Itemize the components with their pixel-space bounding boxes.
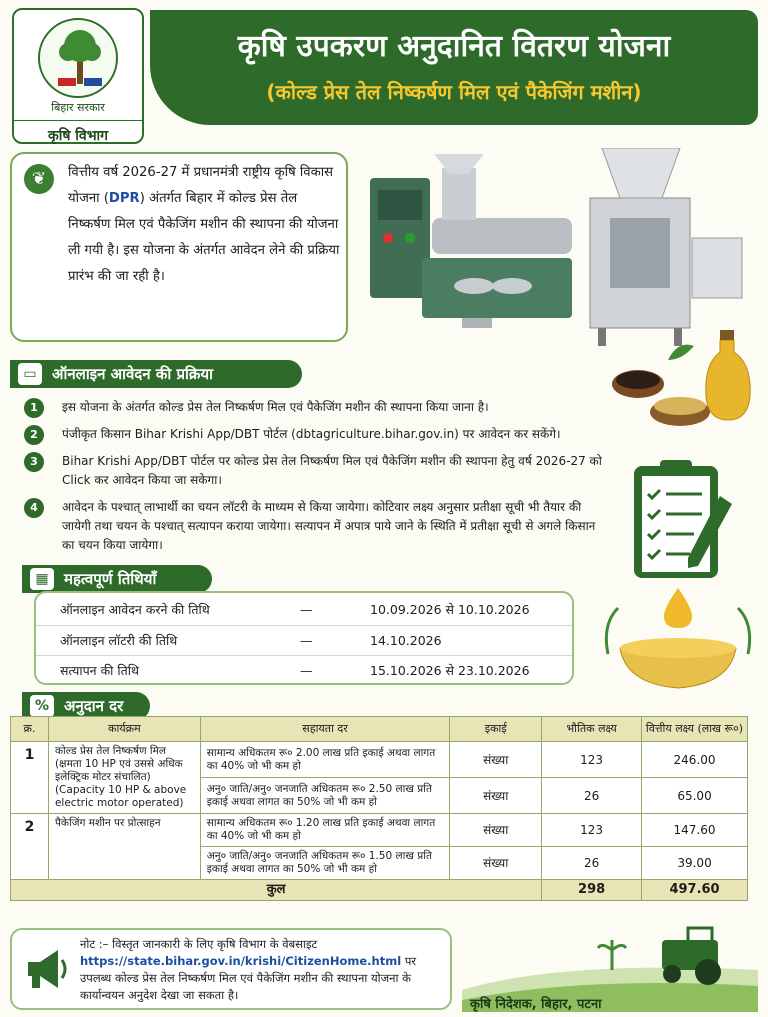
date-value: 14.10.2026 [370,633,442,648]
step-number: 3 [24,452,44,472]
date-row: ऑनलाइन लॉटरी की तिथि — 14.10.2026 [36,625,572,655]
date-value: 15.10.2026 से 23.10.2026 [370,663,530,678]
program-cell: पैकेजिंग मशीन पर प्रोत्साहन [48,814,200,880]
total-physical: 298 [542,880,642,901]
department-name: कृषि विभाग [14,120,142,145]
table-row [11,814,748,847]
serial-cell: 1 [11,742,49,814]
step-number: 4 [24,498,44,518]
aid-cell: सामान्य अधिकतम रू० 1.20 लाख प्रति इकाई अथवा लागत का 40% जो भी कम हो [200,814,450,847]
financial-target-cell: 39.00 [642,847,748,880]
column-header: सहायता दर [200,717,450,742]
govt-logo [12,8,144,144]
total-label: कुल [11,880,542,901]
physical-target-cell: 26 [542,778,642,814]
column-header: क्र. [11,717,49,742]
important-dates-heading: ▦ महत्वपूर्ण तिथियाँ [22,565,212,593]
total-financial: 497.60 [642,880,748,901]
list-item [24,425,604,444]
step-text: पंजीकृत किसान Bihar Krishi App/DBT पोर्टल (dbtagriculture.bihar.gov.in) पर आवेदन कर सकेंगे। [62,427,561,441]
column-header: कार्यक्रम [48,717,200,742]
physical-target-cell: 123 [542,814,642,847]
financial-target-cell: 147.60 [642,814,748,847]
physical-target-cell: 26 [542,847,642,880]
leaf-icon: ❦ [24,164,54,194]
unit-cell: संख्या [450,742,542,778]
calendar-icon: ▦ [30,568,54,590]
note-box [10,928,452,1010]
page-subtitle: (कोल्ड प्रेस तेल निष्कर्षण मिल एवं पैकेजिंग मशीन) [266,80,642,104]
unit-cell: संख्या [450,778,542,814]
percent-icon: % [30,695,54,717]
megaphone-icon [22,944,72,994]
date-row: सत्यापन की तिथि — 15.10.2026 से 23.10.2026 [36,655,572,685]
program-cell: कोल्ड प्रेस तेल निष्कर्षण मिल (क्षमता 10 HP एवं उससे अधिक इलेक्ट्रिक मोटर संचालित) (Capacity 10 HP & above electric motor operated) [48,742,200,814]
financial-target-cell: 246.00 [642,742,748,778]
oil-bottle-illustration [608,300,758,430]
financial-target-cell: 65.00 [642,778,748,814]
grant-rate-heading: % अनुदान दर [22,692,150,720]
date-label: सत्यापन की तिथि [60,663,139,678]
page-title: कृषि उपकरण अनुदानित वितरण योजना [237,29,671,64]
dpr-highlight: DPR [108,191,140,206]
aid-cell: अनु० जाति/अनु० जनजाति अधिकतम रू० 2.50 लाख प्रति इकाई अथवा लागत का 50% जो भी कम हो [200,778,450,814]
date-label: ऑनलाइन लॉटरी की तिथि [60,633,178,648]
tree-emblem-icon [38,18,118,98]
intro-text: वित्तीय वर्ष 2026-27 में प्रधानमंत्री राष्ट्रीय कृषि विकास योजना (DPR) अंतर्गत बिहार में कोल्ड प्रेस तेल निष्कर्षण मिल एवं पैकेजिंग मशीन की स्थापना की योजना ली गयी है। इस योजना के अंतर्गत आवेदन लेने की प्रक्रिया प्रारंभ की जा रही है। [68,165,340,284]
step-text: इस योजना के अंतर्गत कोल्ड प्रेस तेल निष्कर्षण मिल एवं पैकेजिंग मशीन की स्थापना किया जाना है। [62,400,489,414]
steps-list [24,398,604,563]
step-text: आवेदन के पश्चात् लाभार्थी का चयन लॉटरी के माध्यम से किया जायेगा। कोटिवार लक्ष्य अनुसार प्रतीक्षा सूची भी तैयार की जायेगी तथा चयन के पश्चात् सत्यापन कराया जायेगा। सत्यापन में अपात्र पाये जाने के स्थिति में प्रतीक्षा सूची से अगले किसान का चयन किया जायेगा। [62,500,596,552]
list-item [24,498,604,555]
column-header: वित्तीय लक्ष्य (लाख रू०) [642,717,748,742]
govt-name: बिहार सरकार [51,101,105,114]
website-link[interactable]: https://state.bihar.gov.in/krishi/CitizenHome.html [80,954,402,968]
computer-icon: ▭ [18,363,42,385]
aid-cell: अनु० जाति/अनु० जनजाति अधिकतम रू० 1.50 लाख प्रति इकाई अथवा लागत का 50% जो भी कम हो [200,847,450,880]
aid-cell: सामान्य अधिकतम रू० 2.00 लाख प्रति इकाई अथवा लागत का 40% जो भी कम हो [200,742,450,778]
intro-card [10,152,348,342]
checklist-icon [624,456,744,584]
step-number: 1 [24,398,44,418]
date-label: ऑनलाइन आवेदन करने की तिथि [60,602,210,617]
list-item [24,452,604,490]
online-process-heading: ▭ ऑनलाइन आवेदन की प्रक्रिया [10,360,302,388]
table-row [11,742,748,778]
date-row: ऑनलाइन आवेदन करने की तिथि — 10.09.2026 से 10.10.2026 [36,595,572,625]
total-row [11,880,748,901]
unit-cell: संख्या [450,847,542,880]
step-number: 2 [24,425,44,445]
title-banner [150,10,758,125]
step-text: Bihar Krishi App/DBT पोर्टल पर कोल्ड प्रेस तेल निष्कर्षण मिल एवं पैकेजिंग मशीन की स्थापना हेतु वर्ष 2026-27 को Click कर आवेदन किया जा सकेगा। [62,454,602,487]
grant-table [10,716,748,901]
oil-bowl-illustration [598,584,758,694]
column-header: इकाई [450,717,542,742]
serial-cell: 2 [11,814,49,880]
unit-cell: संख्या [450,814,542,847]
note-text: नोट :– विस्तृत जानकारी के लिए कृषि विभाग के वेबसाइट https://state.bihar.gov.in/krishi/CitizenHome.html पर उपलब्ध कोल्ड प्रेस तेल निष्कर्षण मिल एवं पैकेजिंग मशीन की स्थापना योजना के कार्यान्वयन अनुदेश देखा जा सकता है। [80,937,417,1002]
column-header: भौतिक लक्ष्य [542,717,642,742]
date-value: 10.09.2026 से 10.10.2026 [370,602,530,617]
dates-table [34,591,574,685]
issuer-signature: कृषि निदेशक, बिहार, पटना [470,997,602,1012]
physical-target-cell: 123 [542,742,642,778]
table-header-row [11,717,748,742]
list-item [24,398,604,417]
